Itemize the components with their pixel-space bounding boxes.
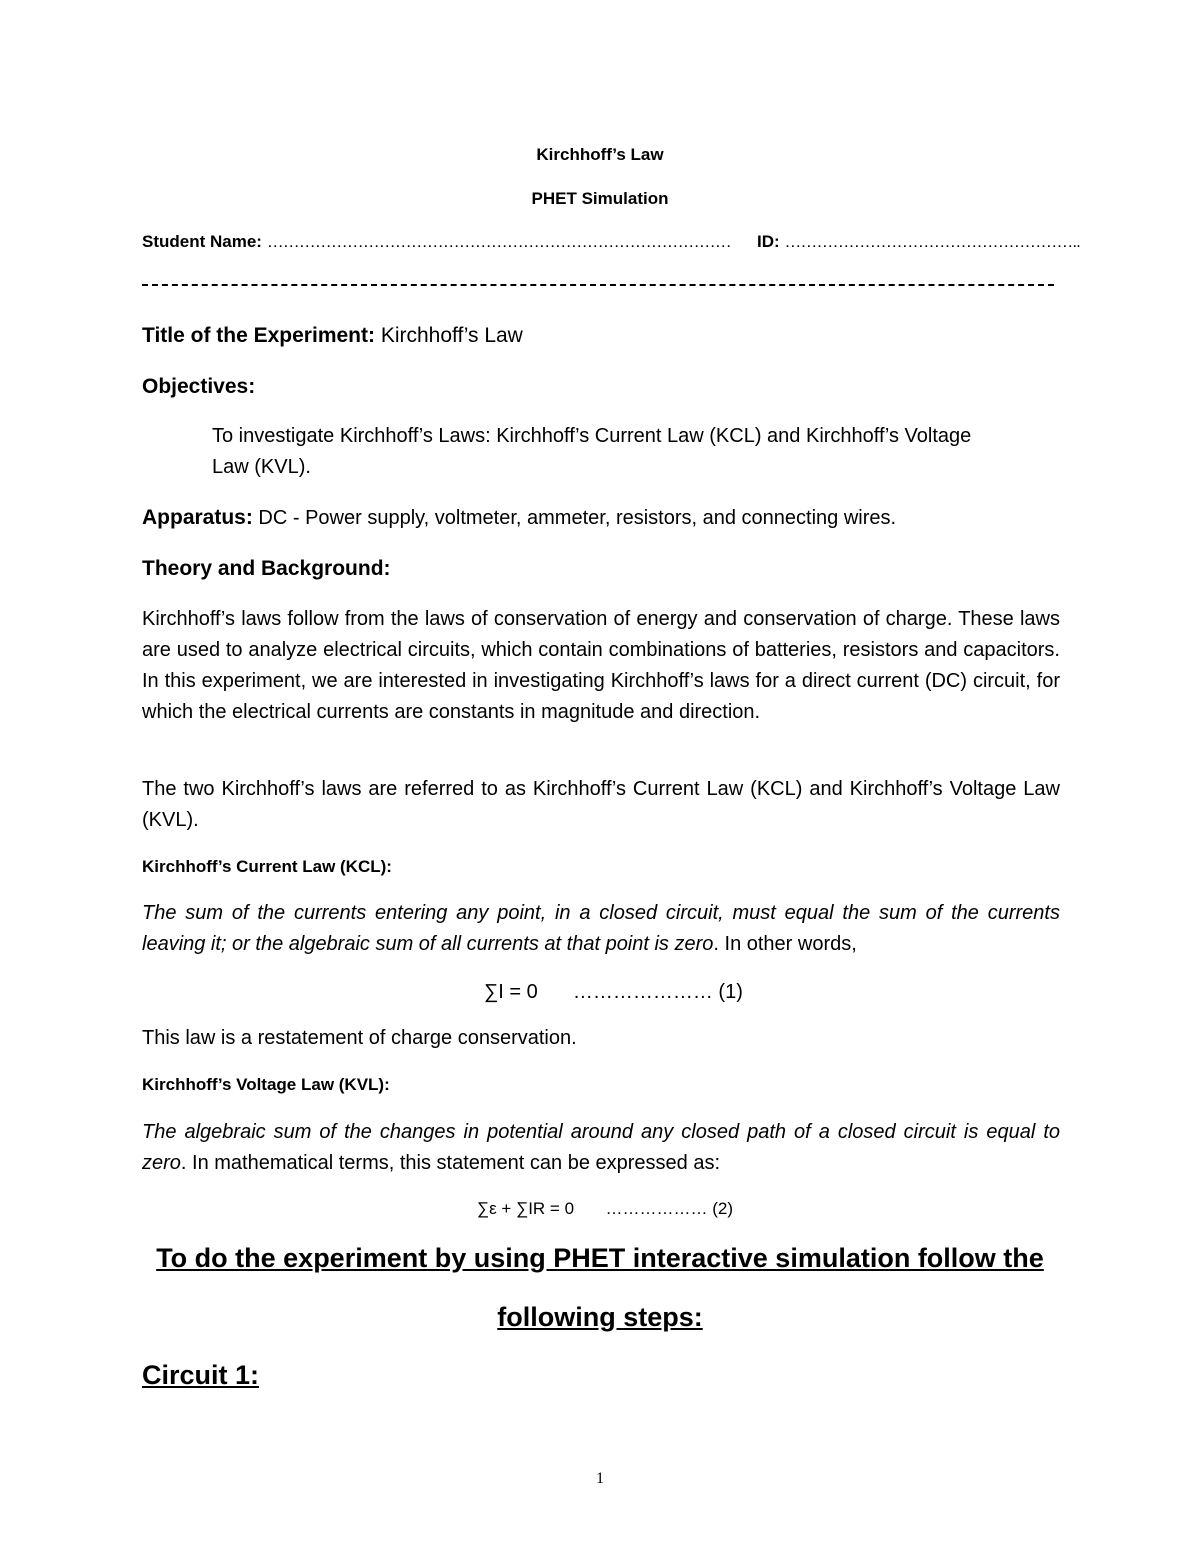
page-number: 1 [596,1470,604,1487]
document-title: Kirchhoff’s Law [536,145,664,164]
kvl-statement: The algebraic sum of the changes in potential around any closed path of a closed circuit is equal to zero [142,1121,1060,1174]
id-row [757,232,1080,252]
objectives-heading: Objectives: [142,375,256,398]
kvl-statement-paragraph [142,1117,1060,1179]
document-subtitle: PHET Simulation [531,189,669,208]
experiment-title-value: Kirchhoff’s Law [380,324,523,347]
instructions-line2: following steps: [497,1302,703,1332]
instructions-line1: To do the experiment by using PHET interactive simulation follow the [156,1243,1044,1273]
separator-line [142,281,1054,289]
kcl-statement: The sum of the currents entering any point, in a closed circuit, must equal the sum of the currents leaving it; or the algebraic sum of all currents at that point is zero [142,902,1060,955]
experiment-title-label: Title of the Experiment: [142,324,375,347]
student-name-label: Student Name: [142,232,262,251]
id-dots: ……………………………………………….. [784,232,1080,251]
objectives-text-line1: To investigate Kirchhoff’s Laws: Kirchhoff’s Current Law (KCL) and Kirchhoff’s Voltage [212,425,972,447]
kcl-equation-row [484,981,743,1004]
experiment-title-row [142,324,523,348]
kcl-equation-ref: ………………… (1) [572,981,743,1003]
apparatus-row [142,506,896,530]
kcl-heading: Kirchhoff’s Current Law (KCL): [142,857,392,876]
student-name-dots: …………………………………………………………………………… [266,232,731,251]
apparatus-text: DC - Power supply, voltmeter, ammeter, resistors, and connecting wires. [258,507,897,529]
circuit1-heading: Circuit 1: [142,1360,260,1390]
kcl-note: This law is a restatement of charge conservation. [142,1027,577,1049]
objectives-text-line2: Law (KVL). [212,456,311,478]
student-name-row [142,232,731,252]
kvl-equation-row [477,1199,733,1219]
id-label: ID: [757,232,780,251]
kvl-statement-after: . In mathematical terms, this statement can be expressed as: [180,1152,721,1174]
kcl-equation: ∑I = 0 [484,981,538,1003]
kvl-equation-ref: ……………… (2) [605,1199,733,1218]
theory-heading: Theory and Background: [142,557,391,580]
theory-paragraph-2: The two Kirchhoff’s laws are referred to as Kirchhoff’s Current Law (KCL) and Kirchhoff’s Voltage Law (KVL). [142,778,1060,831]
kcl-statement-after: . In other words, [713,933,857,955]
theory-paragraph-1: Kirchhoff’s laws follow from the laws of conservation of energy and conservation of charge. These laws are used to analyze electrical circuits, which contain combinations of batteries, resistors and capacitors. In this experiment, we are interested in investigating Kirchhoff’s laws for a direct current (DC) circuit, for which the electrical currents are constants in magnitude and direction. [142,608,1060,723]
apparatus-label: Apparatus: [142,506,253,529]
kvl-equation: ∑ε + ∑IR = 0 [477,1199,575,1218]
kvl-heading: Kirchhoff’s Voltage Law (KVL): [142,1075,390,1094]
kcl-statement-paragraph [142,898,1060,960]
